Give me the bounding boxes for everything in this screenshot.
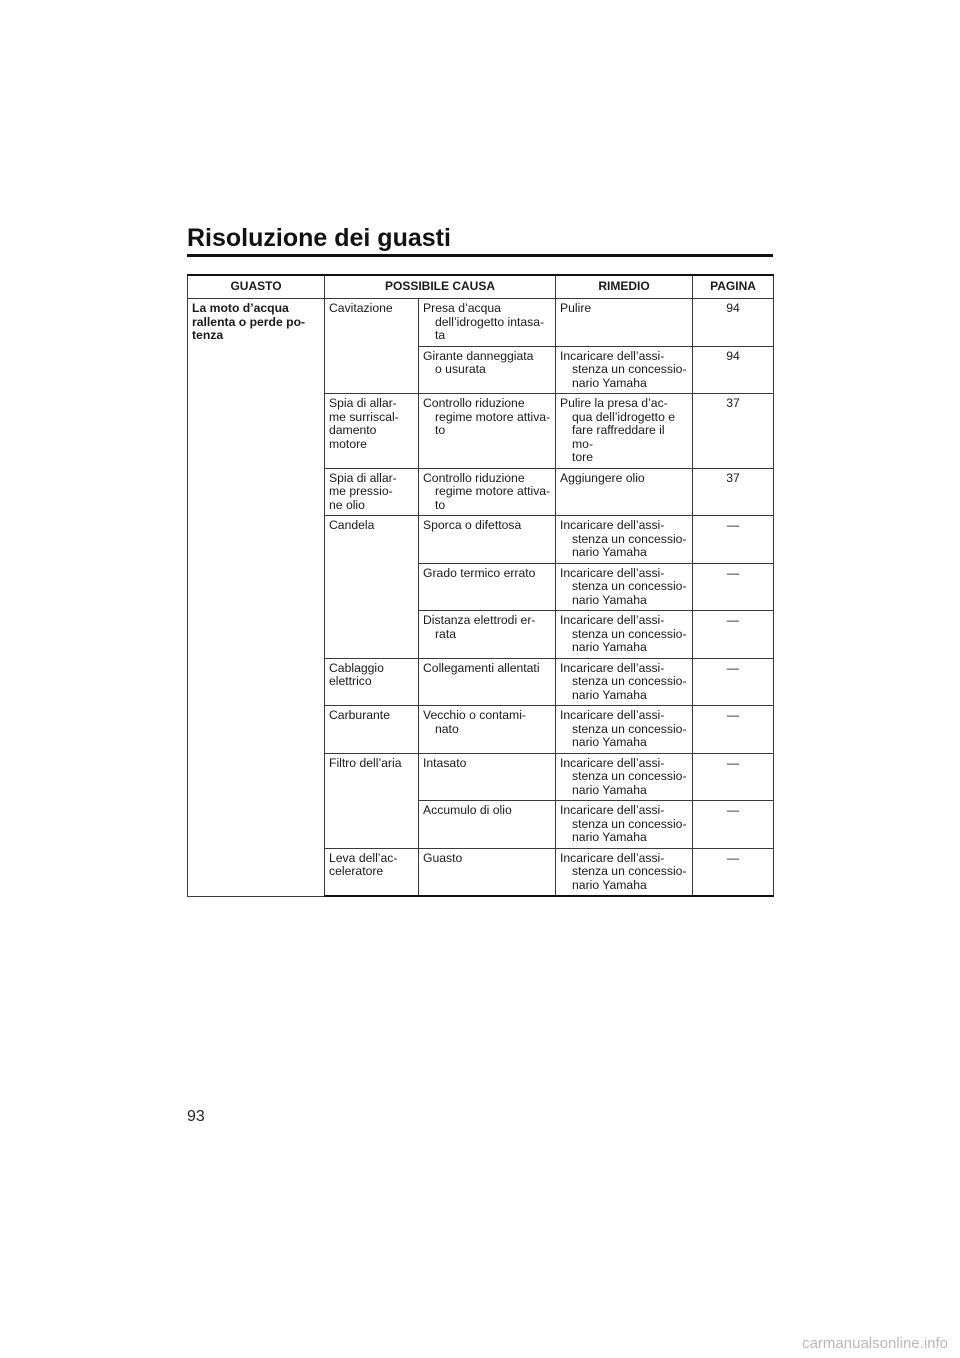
- detail-text: Intasato: [423, 755, 467, 770]
- cause-cell: [325, 658, 419, 706]
- remedy-text: Incaricare dell’assi- stenza un concessio- nario Yamaha: [560, 708, 687, 749]
- remedy-text: Aggiungere olio: [560, 470, 645, 485]
- remedy-cell: [556, 753, 693, 801]
- page-ref-cell: [693, 468, 774, 516]
- remedy-text: Incaricare dell’assi- stenza un concessio- nario Yamaha: [560, 613, 687, 654]
- remedy-text: Incaricare dell’assi- stenza un concessio- nario Yamaha: [560, 565, 687, 607]
- detail-cell: [419, 706, 556, 754]
- cause-text: Cablaggio elettrico: [329, 660, 384, 688]
- page-ref-text: —: [726, 613, 740, 627]
- remedy-cell: [556, 516, 693, 564]
- cause-cell: [325, 299, 419, 394]
- title-rule: [187, 254, 773, 257]
- page-ref-cell: [693, 801, 774, 849]
- column-header-pagina: PAGINA: [693, 275, 774, 299]
- remedy-text: Incaricare dell’assi- stenza un concessio- nario Yamaha: [560, 803, 687, 844]
- detail-text: Collegamenti allentati: [423, 660, 540, 675]
- page-ref-text: 37: [726, 396, 740, 410]
- remedy-cell: [556, 848, 693, 896]
- remedy-text: Incaricare dell’assi- stenza un concessio- nario Yamaha: [560, 348, 687, 390]
- remedy-text: Pulire la presa d’ac- qua dell’idrogetto e fare raffreddare il mo- tore: [560, 396, 676, 464]
- detail-cell: [419, 753, 556, 801]
- cause-cell: [325, 848, 419, 896]
- detail-text: Presa d’acqua dell’idrogetto intasa- ta: [423, 301, 545, 342]
- table-body: [188, 299, 774, 897]
- page-ref-text: 37: [726, 470, 740, 485]
- cause-cell: [325, 516, 419, 659]
- detail-text: Guasto: [423, 850, 463, 865]
- page-ref-text: —: [726, 660, 740, 675]
- remedy-text: Incaricare dell’assi- stenza un concessio- nario Yamaha: [560, 755, 687, 797]
- detail-cell: [419, 563, 556, 611]
- detail-cell: [419, 801, 556, 849]
- detail-cell: [419, 299, 556, 347]
- remedy-text: Incaricare dell’assi- stenza un concessio- nario Yamaha: [560, 850, 687, 892]
- detail-text: Distanza elettrodi er- rata: [423, 613, 536, 641]
- fault-cell: [188, 299, 325, 897]
- detail-text: Grado termico errato: [423, 565, 536, 580]
- page-ref-text: 94: [726, 348, 740, 363]
- remedy-cell: [556, 801, 693, 849]
- detail-cell: [419, 611, 556, 659]
- detail-cell: [419, 346, 556, 394]
- detail-text: Controllo riduzione regime motore attiva- to: [423, 470, 551, 512]
- page-ref-text: —: [726, 708, 740, 722]
- remedy-cell: [556, 394, 693, 469]
- remedy-text: Incaricare dell’assi- stenza un concessio- nario Yamaha: [560, 518, 687, 559]
- detail-text: Accumulo di olio: [423, 803, 512, 817]
- remedy-cell: [556, 706, 693, 754]
- remedy-cell: [556, 468, 693, 516]
- cause-text: Carburante: [329, 708, 390, 722]
- table-header-row: [188, 275, 774, 299]
- detail-text: Vecchio o contami- nato: [423, 708, 526, 736]
- remedy-cell: [556, 299, 693, 347]
- detail-text: Sporca o difettosa: [423, 518, 522, 532]
- troubleshooting-table: [187, 274, 774, 897]
- page-ref-text: —: [726, 565, 740, 580]
- remedy-cell: [556, 346, 693, 394]
- page-ref-cell: [693, 299, 774, 347]
- page-ref-text: —: [726, 850, 740, 865]
- column-header-possibile-causa: POSSIBILE CAUSA: [325, 275, 556, 299]
- detail-cell: [419, 516, 556, 564]
- remedy-text: Incaricare dell’assi- stenza un concessio- nario Yamaha: [560, 660, 687, 702]
- page-ref-cell: [693, 346, 774, 394]
- column-header-guasto: GUASTO: [188, 275, 325, 299]
- cause-text: Spia di allar- me pressio- ne olio: [329, 470, 397, 512]
- cause-text: Candela: [329, 518, 375, 532]
- cause-text: Filtro dell’aria: [329, 755, 402, 770]
- page-ref-cell: [693, 706, 774, 754]
- page-ref-text: —: [726, 518, 740, 532]
- detail-text: Girante danneggiata o usurata: [423, 348, 534, 376]
- cause-text: Cavitazione: [329, 301, 393, 315]
- page-ref-cell: [693, 848, 774, 896]
- column-header-rimedio: RIMEDIO: [556, 275, 693, 299]
- page-ref-text: 94: [726, 301, 740, 315]
- page-ref-text: —: [726, 755, 740, 770]
- cause-cell: [325, 394, 419, 469]
- page-ref-text: —: [726, 803, 740, 817]
- remedy-cell: [556, 611, 693, 659]
- detail-cell: [419, 658, 556, 706]
- page-ref-cell: [693, 658, 774, 706]
- page-ref-cell: [693, 753, 774, 801]
- page-title: Risoluzione dei guasti: [187, 224, 451, 252]
- page-number: 93: [187, 1108, 205, 1125]
- page-ref-cell: [693, 611, 774, 659]
- cause-cell: [325, 706, 419, 754]
- detail-cell: [419, 468, 556, 516]
- page-ref-cell: [693, 516, 774, 564]
- page-ref-cell: [693, 394, 774, 469]
- remedy-cell: [556, 563, 693, 611]
- page-ref-cell: [693, 563, 774, 611]
- fault-text: La moto d’acqua rallenta o perde po- tenza: [192, 301, 306, 342]
- table-row: [188, 299, 774, 347]
- detail-cell: [419, 848, 556, 896]
- cause-cell: [325, 753, 419, 848]
- cause-text: Spia di allar- me surriscal- damento motore: [329, 396, 399, 451]
- cause-text: Leva dell’ac- celeratore: [329, 850, 398, 878]
- detail-cell: [419, 394, 556, 469]
- detail-text: Controllo riduzione regime motore attiva- to: [423, 396, 551, 437]
- remedy-text: Pulire: [560, 301, 592, 315]
- remedy-cell: [556, 658, 693, 706]
- watermark: carmanualsonline.info: [802, 1335, 948, 1352]
- cause-cell: [325, 468, 419, 516]
